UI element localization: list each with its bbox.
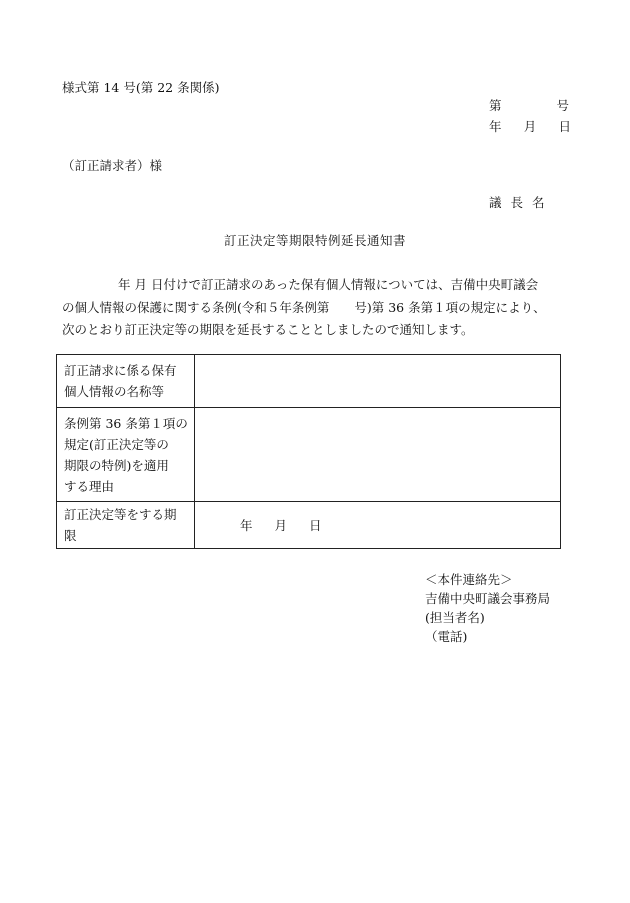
body-line-3: 次のとおり訂正決定等の期限を延長することとしましたので通知します。 bbox=[62, 322, 474, 337]
label-line: する理由 bbox=[64, 478, 115, 494]
row-value-personal-info-name bbox=[195, 355, 561, 408]
deadline-day: 日 bbox=[309, 517, 322, 533]
row-value-reason bbox=[195, 408, 561, 502]
contact-person: (担当者名) bbox=[425, 610, 485, 625]
date-month: 月 bbox=[523, 119, 537, 134]
label-line: 期限の特例)を適用 bbox=[64, 457, 169, 473]
form-number-label: 様式第 14 号(第 22 条関係) bbox=[62, 80, 220, 95]
body-line-1: 年 月 日付けで訂正請求のあった保有個人情報については、吉備中央町議会 bbox=[118, 277, 539, 292]
label-line: 規定(訂正決定等の bbox=[64, 436, 169, 452]
row-label-deadline bbox=[57, 502, 195, 549]
contact-office: 吉備中央町議会事務局 bbox=[425, 591, 551, 606]
date-day: 日 bbox=[558, 119, 571, 134]
body-paragraph bbox=[62, 274, 572, 342]
document-number-prefix: 第 bbox=[489, 98, 502, 113]
label-line: 条例第 36 条第１項の bbox=[64, 415, 188, 431]
info-table bbox=[56, 354, 561, 549]
document-number bbox=[489, 98, 569, 114]
table-row bbox=[57, 502, 561, 549]
deadline-date bbox=[199, 515, 556, 536]
document-title: 訂正決定等期限特例延長通知書 bbox=[223, 233, 406, 248]
table-row bbox=[57, 408, 561, 502]
deadline-year: 年 bbox=[240, 517, 253, 533]
deadline-month: 月 bbox=[274, 517, 288, 533]
sender-title: 議長名 bbox=[489, 195, 554, 210]
row-label-reason bbox=[57, 408, 195, 502]
contact-phone: （電話) bbox=[425, 629, 468, 644]
addressee: （訂正請求者）様 bbox=[62, 158, 163, 173]
contact-block bbox=[425, 570, 550, 646]
label-line: 個人情報の名称等 bbox=[64, 384, 165, 399]
body-line-2: の個人情報の保護に関する条例(令和５年条例第 号)第 36 条第１項の規定により、 bbox=[62, 299, 546, 315]
table-row bbox=[57, 355, 561, 408]
row-label-personal-info-name bbox=[57, 355, 195, 408]
contact-heading: ＜本件連絡先＞ bbox=[425, 572, 513, 587]
label-line: 限 bbox=[64, 528, 77, 543]
label-line: 訂正決定等をする期 bbox=[64, 507, 177, 522]
row-value-deadline bbox=[195, 502, 561, 549]
label-line: 訂正請求に係る保有 bbox=[64, 363, 177, 378]
document-number-suffix: 号 bbox=[556, 98, 569, 113]
document-date bbox=[489, 119, 571, 135]
date-year: 年 bbox=[489, 119, 502, 134]
